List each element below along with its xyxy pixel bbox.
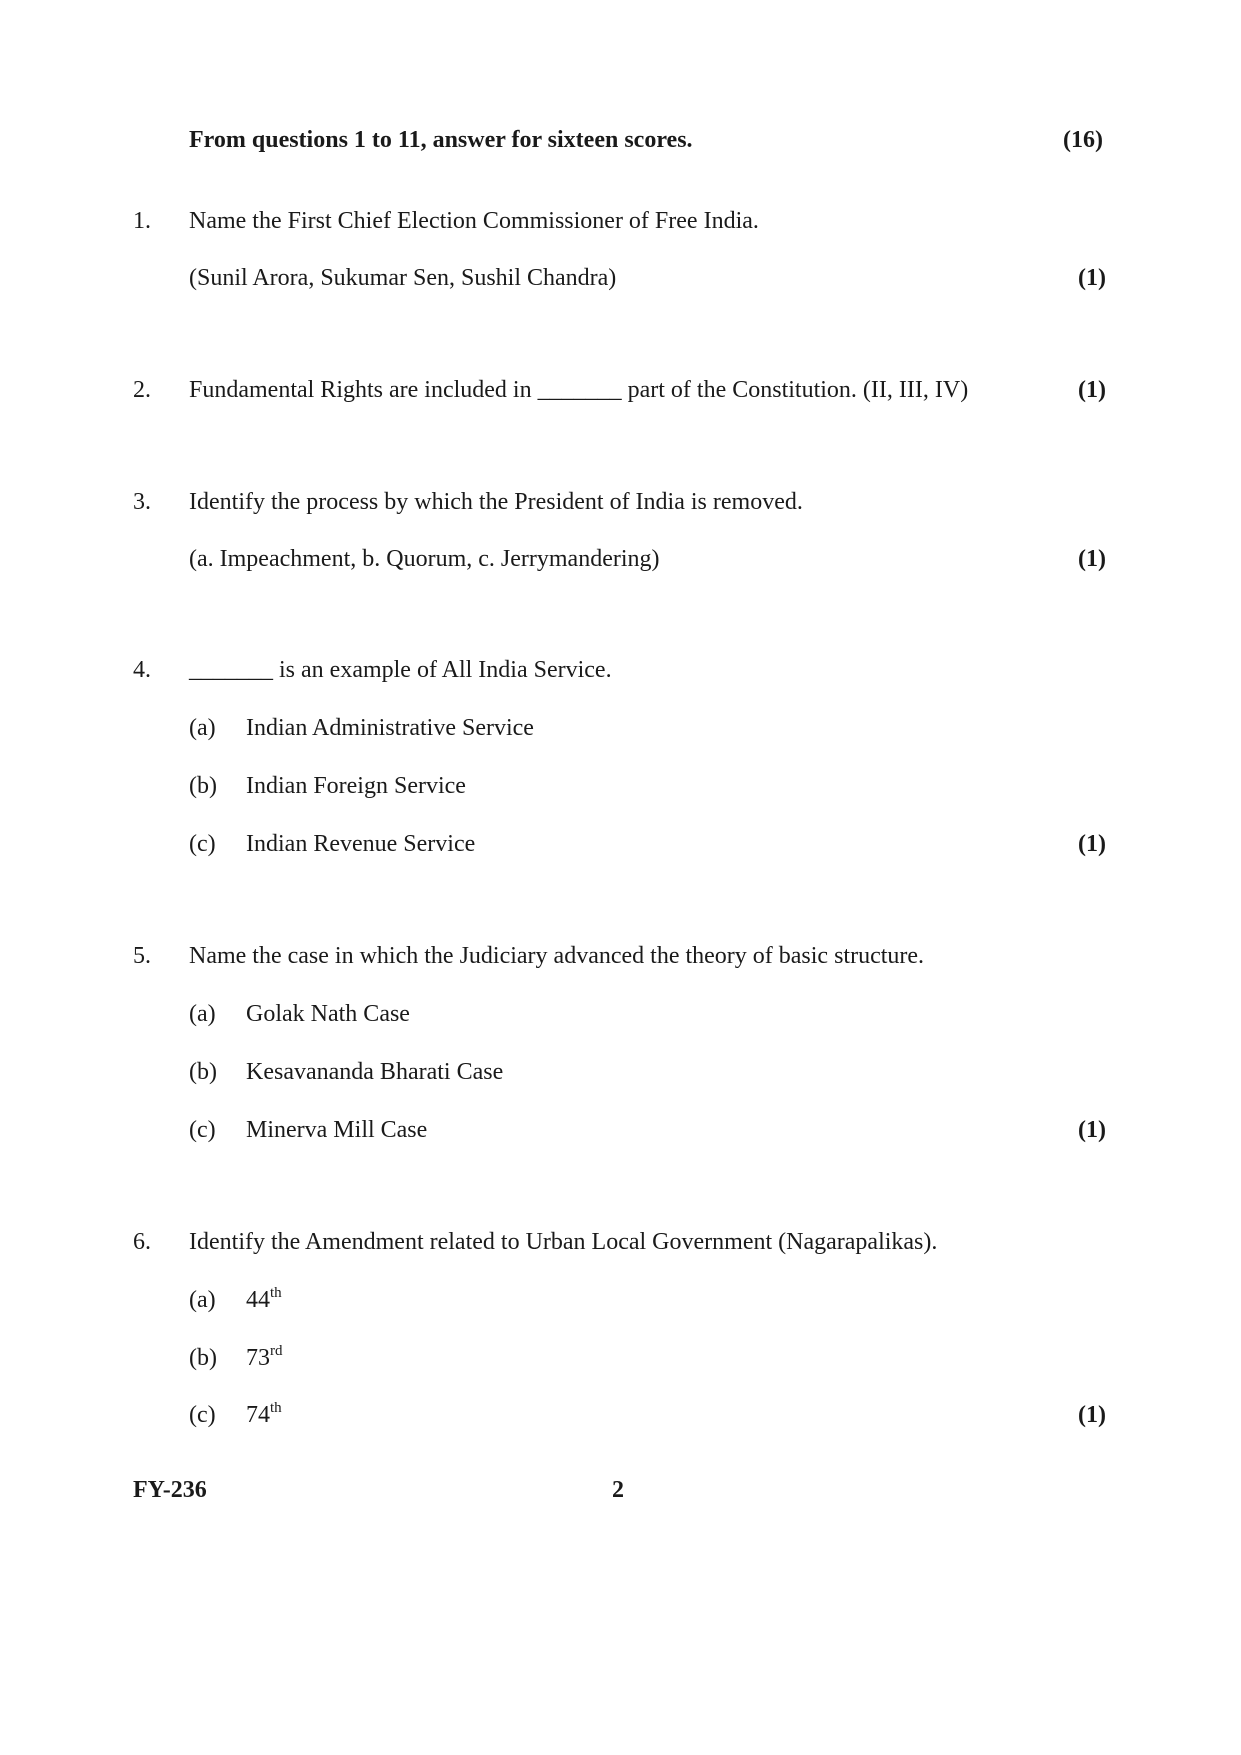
option-text: 74th xyxy=(246,1400,282,1428)
ordinal-suffix: th xyxy=(270,1400,282,1416)
question-score: (1) xyxy=(1078,1402,1106,1428)
question-text: Name the case in which the Judiciary advanced the theory of basic structure. xyxy=(189,943,925,969)
option-label: (a) xyxy=(189,715,216,741)
option-text: Indian Administrative Service xyxy=(246,715,534,741)
page-number: 2 xyxy=(612,1477,624,1503)
option-label: (b) xyxy=(189,1059,217,1085)
option-label: (a) xyxy=(189,1287,216,1313)
paper-code: FY-236 xyxy=(133,1477,207,1503)
section-total-score: (16) xyxy=(1063,127,1103,153)
question-number: 4. xyxy=(133,657,151,683)
option-label: (c) xyxy=(189,1117,216,1143)
question-text: Name the First Chief Election Commissioner of Free India. xyxy=(189,208,759,234)
question-score: (1) xyxy=(1078,1117,1106,1143)
question-text: Identify the process by which the President of India is removed. xyxy=(189,489,803,515)
option-label: (c) xyxy=(189,831,216,857)
question-text: Fundamental Rights are included in _______ part of the Constitution. (II, III, IV) xyxy=(189,377,969,403)
option-text: 44th xyxy=(246,1285,282,1313)
question-number: 2. xyxy=(133,377,151,403)
question-choices: (Sunil Arora, Sukumar Sen, Sushil Chandra) xyxy=(189,265,617,291)
question-score: (1) xyxy=(1078,265,1106,291)
question-number: 1. xyxy=(133,208,151,234)
option-text: Indian Foreign Service xyxy=(246,773,466,799)
option-text: Golak Nath Case xyxy=(246,1001,410,1027)
question-score: (1) xyxy=(1078,377,1106,403)
section-instruction: From questions 1 to 11, answer for sixteen scores. xyxy=(189,127,693,153)
ordinal-suffix: th xyxy=(270,1285,282,1301)
question-text: Identify the Amendment related to Urban Local Government (Nagarapalikas). xyxy=(189,1229,938,1255)
option-label: (b) xyxy=(189,1345,217,1371)
option-label: (a) xyxy=(189,1001,216,1027)
question-choices: (a. Impeachment, b. Quorum, c. Jerrymandering) xyxy=(189,546,660,572)
option-text: 73rd xyxy=(246,1343,283,1371)
question-score: (1) xyxy=(1078,546,1106,572)
option-text: Kesavananda Bharati Case xyxy=(246,1059,504,1085)
question-number: 5. xyxy=(133,943,151,969)
option-label: (c) xyxy=(189,1402,216,1428)
question-score: (1) xyxy=(1078,831,1106,857)
question-number: 3. xyxy=(133,489,151,515)
question-text: _______ is an example of All India Service. xyxy=(189,657,612,683)
option-label: (b) xyxy=(189,773,217,799)
option-text: Indian Revenue Service xyxy=(246,831,476,857)
question-number: 6. xyxy=(133,1229,151,1255)
option-text: Minerva Mill Case xyxy=(246,1117,428,1143)
ordinal-suffix: rd xyxy=(270,1343,283,1359)
